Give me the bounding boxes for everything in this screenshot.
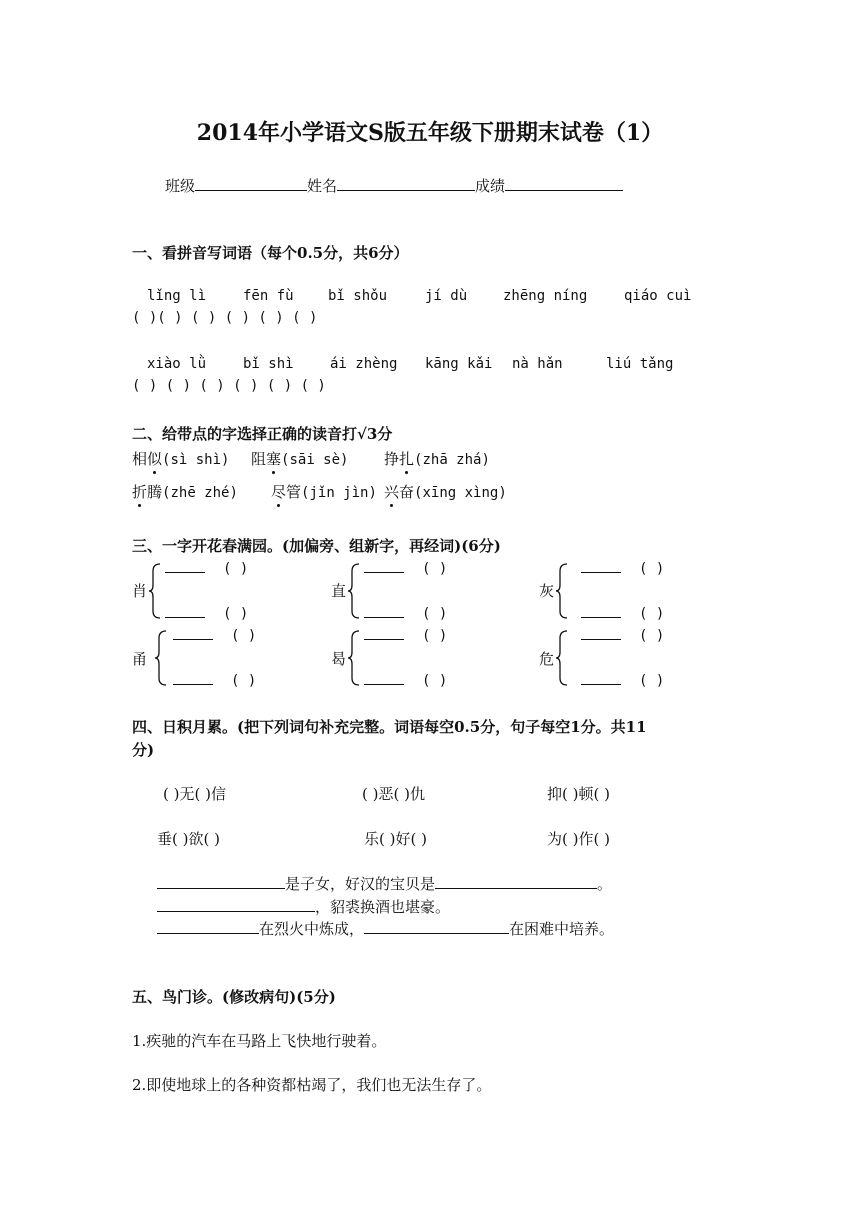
brace-icon [555,630,569,686]
brace-icon [154,630,168,686]
word-blank[interactable]: ( ) [581,604,664,622]
class-label: 班级 [165,177,196,195]
dotted-char: 尽 [271,483,287,501]
section-4-heading: 四、日积月累。(把下列词句补充完整。词语每空0.5分，句子每空1分。共11 [132,718,647,736]
pinyin-5: zhēng níng [503,288,588,304]
pinyin-10: kāng kǎi [425,356,493,372]
pinyin-12: liú tǎng [606,356,674,372]
pinyin-4: jí dù [425,288,468,304]
brace-icon [347,563,361,619]
dotted-char: 折 [132,483,148,501]
radical-char: 灰 [539,582,555,600]
brace-icon [347,630,361,686]
answer-parens-row-1[interactable]: ( )( ) ( ) ( ) ( ) ( ) [132,310,318,326]
word-blank[interactable]: ( ) [364,671,447,689]
dotted-char: 扎 [399,450,415,468]
word-blank[interactable]: ( ) [364,604,447,622]
pronunciation-item[interactable]: 折腾(zhē zhé) [132,483,238,501]
section-2-heading: 二、给带点的字选择正确的读音打√3分 [132,425,393,443]
idiom-blank[interactable]: 垂( )欲( ) [157,830,220,848]
name-label: 姓名 [307,177,338,195]
pinyin-11: nà hǎn [512,356,563,372]
pronunciation-item[interactable]: 阻塞(sāi sè) [251,450,349,468]
idiom-blank[interactable]: 为( )作( ) [547,830,610,848]
pinyin-1: lǐng lì [147,288,207,304]
pronunciation-item[interactable]: 相似(sì shì) [132,450,230,468]
section-4-heading-cont: 分) [132,741,155,759]
score-label: 成绩 [475,177,506,195]
pinyin-9: ái zhèng [330,356,398,372]
word-blank[interactable]: ( ) [581,671,664,689]
section-1-heading: 一、看拼音写词语（每个0.5分，共6分） [132,244,409,262]
pronunciation-item[interactable]: 尽管(jǐn jìn) [271,483,377,501]
sentence-item: 1.疾驰的汽车在马路上飞快地行驶着。 [132,1032,387,1050]
word-blank[interactable]: ( ) [364,559,447,577]
page-title: 2014年小学语文S版五年级下册期末试卷（1） [196,120,664,146]
sentence-fill-1[interactable]: 是子女，好汉的宝贝是 。 [157,873,612,894]
brace-icon [148,563,162,619]
pronunciation-item[interactable]: 兴奋(xīng xìng) [384,483,507,501]
info-line [165,175,623,196]
answer-parens-row-2[interactable]: ( ) ( ) ( ) ( ) ( ) ( ) [132,378,326,394]
dotted-char: 塞 [266,450,282,468]
word-blank[interactable]: ( ) [173,671,256,689]
radical-char: 肖 [132,582,148,600]
brace-icon [555,563,569,619]
sentence-fill-2[interactable]: ，貂裘换酒也堪豪。 [157,896,450,917]
name-field[interactable] [337,176,475,191]
pinyin-2: fēn fù [243,288,294,304]
word-blank[interactable]: ( ) [165,604,248,622]
idiom-blank[interactable]: 乐( )好( ) [364,830,427,848]
score-field[interactable] [505,176,623,191]
dotted-char: 兴 [384,483,400,501]
word-blank[interactable]: ( ) [173,626,256,644]
radical-char: 甬 [132,650,148,668]
word-blank[interactable]: ( ) [581,626,664,644]
section-3-heading: 三、一字开花春满园。(加偏旁、组新字，再经词)(6分) [132,537,501,555]
dotted-char: 似 [147,450,163,468]
class-field[interactable] [195,176,307,191]
word-blank[interactable]: ( ) [364,626,447,644]
pronunciation-item[interactable]: 挣扎(zhā zhá) [384,450,490,468]
pinyin-8: bǐ shì [243,356,294,372]
idiom-blank[interactable]: ( )无( )信 [163,785,226,803]
pinyin-7: xiào lǜ [147,356,207,372]
word-blank[interactable]: ( ) [165,559,248,577]
radical-char: 直 [331,582,347,600]
pinyin-3: bǐ shǒu [328,288,388,304]
idiom-blank[interactable]: 抑( )顿( ) [547,785,610,803]
idiom-blank[interactable]: ( )恶( )仇 [362,785,425,803]
radical-char: 危 [539,650,555,668]
pinyin-6: qiáo cuì [624,288,692,304]
section-5-heading: 五、鸟门诊。(修改病句)(5分) [132,988,336,1006]
sentence-item: 2.即使地球上的各种资都枯竭了，我们也无法生存了。 [132,1076,492,1094]
word-blank[interactable]: ( ) [581,559,664,577]
radical-char: 曷 [331,650,347,668]
sentence-fill-3[interactable]: 在烈火中炼成， 在困难中培养。 [157,918,614,939]
